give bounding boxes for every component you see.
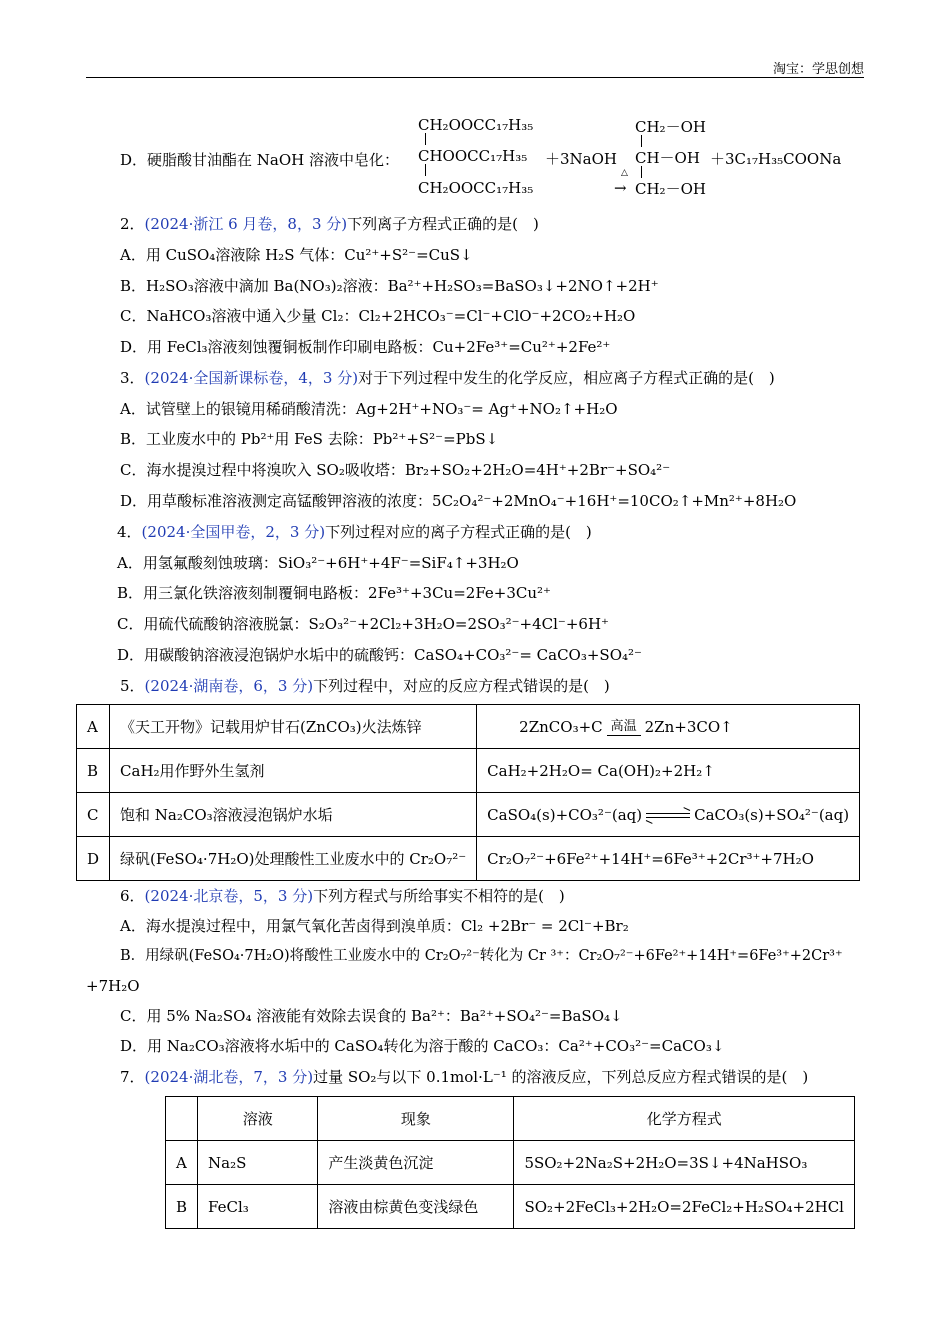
row-equation [477,793,860,837]
row-phenomenon: 产生淡黄色沉淀 [318,1141,514,1185]
q2-option-c: C．NaHCO₃溶液中通入少量 Cl₂：Cl₂+2HCO₃⁻=Cl⁻+ClO⁻+2CO₂+H₂O [120,307,636,325]
cond-text: 高温 [610,718,637,734]
table-row [77,837,860,881]
glycerol-row-1: CH₂－OH [635,118,706,136]
q6-stem [120,886,565,906]
row-desc: 《天工开物》记载用炉甘石(ZnCO₃)火法炼锌 [110,705,477,749]
q3-option-c: C．海水提溴过程中将溴吹入 SO₂吸收塔：Br₂+SO₂+2H₂O=4H⁺+2Br⁻+SO₄²⁻ [120,461,671,479]
table-row [77,705,860,749]
glycerol-row-3: CH₂－OH [635,180,706,198]
q3-stem [120,368,775,388]
q4-source: (2024·全国甲卷，2，3 分) [141,523,326,541]
q7-question: 过量 SO₂与以下 0.1mol·L⁻¹ 的溶液反应，下列总反应方程式错误的是( ) [313,1068,809,1086]
q6-option-b-cont: +7H₂O [86,977,140,995]
row-solution: FeCl₃ [198,1185,318,1229]
glycerol-bond-1 [641,135,642,147]
q3-question: 对于下列过程中发生的化学反应，相应离子方程式正确的是( ) [358,369,775,387]
q2-option-a: A．用 CuSO₄溶液除 H₂S 气体：Cu²⁺+S²⁻=CuS↓ [120,246,473,264]
ester-row-1: CH₂OOCC₁₇H₃₅ [418,116,534,134]
q2-number: 2． [120,215,145,233]
row-label: A [77,705,110,749]
ester-row-3: CH₂OOCC₁₇H₃₅ [418,179,534,197]
q3-source: (2024·全国新课标卷，4，3 分) [144,369,359,387]
q1-option-d-label: D．硬脂酸甘油酯在 NaOH 溶液中皂化： [120,151,400,169]
q4-option-b: B．用三氯化铁溶液刻制覆铜电路板：2Fe³⁺+3Cu=2Fe+3Cu²⁺ [117,584,551,602]
q6-source: (2024·北京卷，5，3 分) [144,887,314,905]
header-solution: 溶液 [198,1097,318,1141]
q5-number: 5． [120,677,145,695]
q7-table [165,1096,855,1229]
q4-option-a: A．用氢氟酸刻蚀玻璃：SiO₃²⁻+6H⁺+4F⁻=SiF₄↑+3H₂O [117,554,519,572]
eq-right: CaCO₃(s)+SO₄²⁻(aq) [694,805,850,824]
q6-option-d: D．用 Na₂CO₃溶液将水垢中的 CaSO₄转化为溶于酸的 CaCO₃：Ca²⁺+CO₃²⁻=CaCO₃↓ [120,1037,725,1055]
header-phenomenon: 现象 [318,1097,514,1141]
header-equation: 化学方程式 [514,1097,855,1141]
q6-question: 下列方程式与所给事实不相符的是( ) [313,887,565,905]
q6-option-c: C．用 5% Na₂SO₄ 溶液能有效除去误食的 Ba²⁺：Ba²⁺+SO₄²⁻=BaSO₄↓ [120,1007,623,1025]
row-desc: 饱和 Na₂CO₃溶液浸泡锅炉水垢 [110,793,477,837]
q4-number: 4． [117,523,142,541]
q2-option-b: B．H₂SO₃溶液中滴加 Ba(NO₃)₂溶液：Ba²⁺+H₂SO₃=BaSO₃↓+2NO↑+2H⁺ [120,277,659,295]
row-solution: Na₂S [198,1141,318,1185]
q3-option-d: D．用草酸标准溶液测定高锰酸钾溶液的浓度：5C₂O₄²⁻+2MnO₄⁻+16H⁺=10CO₂↑+Mn²⁺+8H₂O [120,492,797,510]
glycerol-bond-2 [641,166,642,178]
row-label: B [166,1185,198,1229]
eq-left: 2ZnCO₃+C [519,717,603,736]
q4-question: 下列过程对应的离子方程式正确的是( ) [325,523,592,541]
row-equation: Cr₂O₇²⁻+6Fe²⁺+14H⁺=6Fe³⁺+2Cr³⁺+7H₂O [477,837,860,881]
ester-bond-2 [425,164,426,176]
cond-bar [607,735,641,736]
q4-option-d: D．用碳酸钠溶液浸泡锅炉水垢中的硫酸钙：CaSO₄+CO₃²⁻= CaCO₃+SO₄²⁻ [117,646,642,664]
equilibrium-arrow-icon [646,811,690,821]
q6-number: 6． [120,887,145,905]
q7-number: 7． [120,1068,145,1086]
q2-question: 下列离子方程式正确的是( ) [347,215,539,233]
ester-bond-1 [425,133,426,145]
glycerol-row-2: CH－OH [635,149,700,167]
row-equation [477,705,860,749]
eq-left: CaSO₄(s)+CO₃²⁻(aq) [487,805,643,824]
row-equation: SO₂+2FeCl₃+2H₂O=2FeCl₂+H₂SO₄+2HCl [514,1185,855,1229]
row-equation: 5SO₂+2Na₂S+2H₂O=3S↓+4NaHSO₃ [514,1141,855,1185]
heat-condition: △ [621,168,628,178]
plus-naoh: ＋3NaOH [545,150,617,168]
q2-stem [120,214,539,234]
q6-option-b: B．用绿矾(FeSO₄·7H₂O)将酸性工业废水中的 Cr₂O₇²⁻转化为 Cr ³⁺：Cr₂O₇²⁻+6Fe²⁺+14H⁺=6Fe³⁺+2Cr³⁺ [120,948,843,964]
row-label: D [77,837,110,881]
table-row [77,793,860,837]
table-row [166,1185,855,1229]
row-label: A [166,1141,198,1185]
q4-option-c: C．用硫代硫酸钠溶液脱氯：S₂O₃²⁻+2Cl₂+3H₂O=2SO₃²⁻+4Cl⁻+6H⁺ [117,615,609,633]
q3-number: 3． [120,369,145,387]
table-row [166,1141,855,1185]
reaction-arrow: → [614,179,627,197]
q5-stem [120,676,610,696]
header-rule [86,77,864,78]
q7-source: (2024·湖北卷，7，3 分) [144,1068,314,1086]
eq-right: 2Zn+3CO↑ [644,717,733,736]
header-brand: 淘宝：学思创想 [772,62,864,77]
ester-row-2: CHOOCC₁₇H₃₅ [418,147,528,165]
row-label: B [77,749,110,793]
q5-table [76,704,860,881]
q3-option-b: B．工业废水中的 Pb²⁺用 FeS 去除：Pb²⁺+S²⁻=PbS↓ [120,430,499,448]
q6-option-a: A．海水提溴过程中，用氯气氧化苦卤得到溴单质：Cl₂ +2Br⁻ = 2Cl⁻+Br₂ [120,917,629,935]
table-row [77,749,860,793]
row-label: C [77,793,110,837]
high-temp-condition [607,720,641,736]
q5-question: 下列过程中，对应的反应方程式错误的是( ) [313,677,610,695]
q4-stem [117,522,592,542]
row-phenomenon: 溶液由棕黄色变浅绿色 [318,1185,514,1229]
q5-source: (2024·湖南卷，6，3 分) [144,677,314,695]
plus-stearate: ＋3C₁₇H₃₅COONa [710,150,842,168]
row-desc: 绿矾(FeSO₄·7H₂O)处理酸性工业废水中的 Cr₂O₇²⁻ [110,837,477,881]
q7-stem [120,1067,808,1087]
row-equation: CaH₂+2H₂O= Ca(OH)₂+2H₂↑ [477,749,860,793]
table-header-row [166,1097,855,1141]
q3-option-a: A．试管壁上的银镜用稀硝酸清洗：Ag+2H⁺+NO₃⁻= Ag⁺+NO₂↑+H₂O [120,400,618,418]
header-blank [166,1097,198,1141]
q2-option-d: D．用 FeCl₃溶液刻蚀覆铜板制作印刷电路板：Cu+2Fe³⁺=Cu²⁺+2Fe²⁺ [120,338,611,356]
q2-source: (2024·浙江 6 月卷，8，3 分) [144,215,348,233]
row-desc: CaH₂用作野外生氢剂 [110,749,477,793]
